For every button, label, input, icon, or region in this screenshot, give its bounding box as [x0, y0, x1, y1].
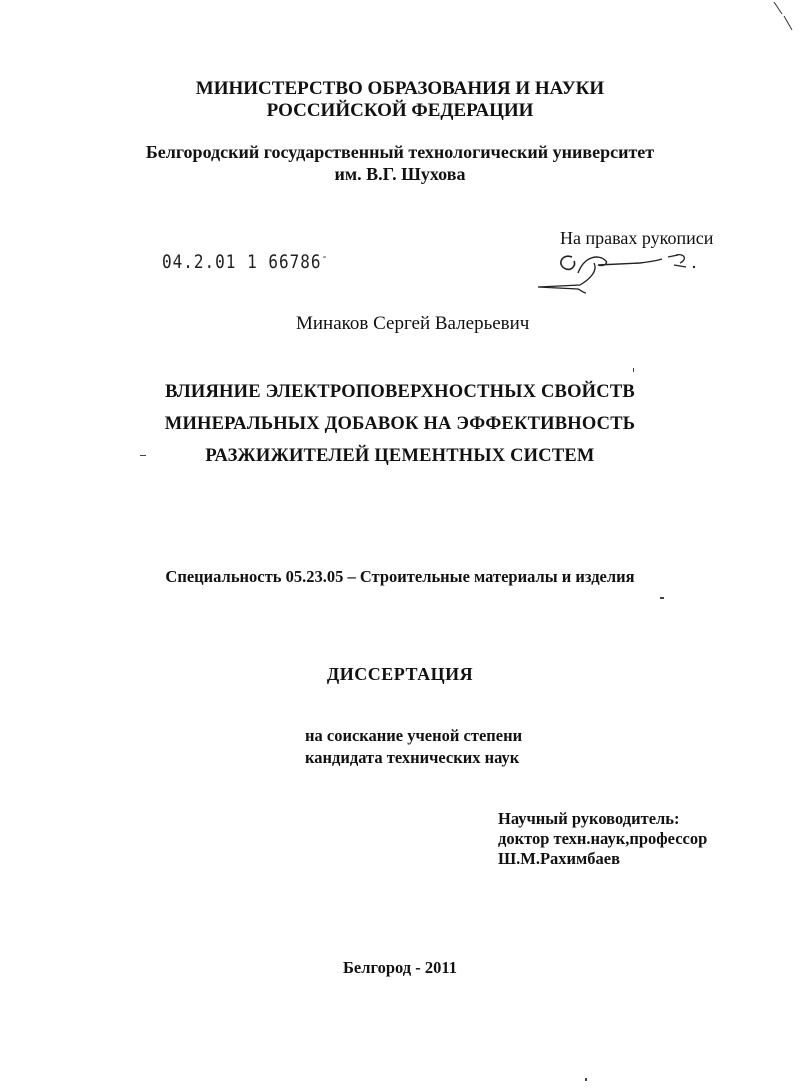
specialty-line: Специальность 05.23.05 – Строительные материалы и изделия [165, 567, 635, 586]
supervisor-label: Научный руководитель: [498, 809, 680, 828]
city-year: Белгород - 2011 [343, 958, 457, 977]
manuscript-note: На правах рукописи [560, 228, 714, 248]
degree-block [305, 725, 522, 769]
university-line-2: им. В.Г. Шухова [334, 164, 466, 184]
title-line-1: ВЛИЯНИЕ ЭЛЕКТРОПОВЕРХНОСТНЫХ СВОЙСТВ [165, 382, 635, 402]
registration-number [162, 251, 329, 273]
author-name: Минаков Сергей Валерьевич [296, 313, 530, 334]
scan-artifact-top-right [770, 0, 800, 45]
supervisor-name: Ш.М.Рахимбаев [498, 849, 621, 868]
ministry-heading [0, 78, 800, 122]
university-block [0, 141, 800, 185]
title-line-2: МИНЕРАЛЬНЫХ ДОБАВОК НА ЭФФЕКТИВНОСТЬ [164, 414, 636, 434]
ministry-line-2: РОССИЙСКОЙ ФЕДЕРАЦИИ [266, 100, 534, 121]
university-line-1: Белгородский государственный технологический университет [145, 142, 655, 162]
document-type: ДИССЕРТАЦИЯ [326, 664, 474, 684]
registration-dash-mark: - [321, 250, 329, 264]
scan-dot [660, 597, 664, 599]
supervisor-degree: доктор техн.наук,профессор [498, 829, 708, 848]
handwritten-signature [528, 243, 708, 300]
ministry-line-1: МИНИСТЕРСТВО ОБРАЗОВАНИЯ И НАУКИ [195, 78, 605, 99]
degree-line-1: на соискание ученой степени [305, 726, 523, 745]
registration-number-text: 04.2.01 1 66786 [162, 250, 322, 273]
scan-dot [633, 368, 634, 372]
title-line-3: РАЗЖИЖИТЕЛЕЙ ЦЕМЕНТНЫХ СИСТЕМ [205, 446, 595, 466]
degree-line-2: кандидата технических наук [305, 748, 520, 767]
supervisor-block [498, 809, 707, 869]
dissertation-title [0, 376, 800, 472]
scan-dot [585, 1078, 587, 1081]
